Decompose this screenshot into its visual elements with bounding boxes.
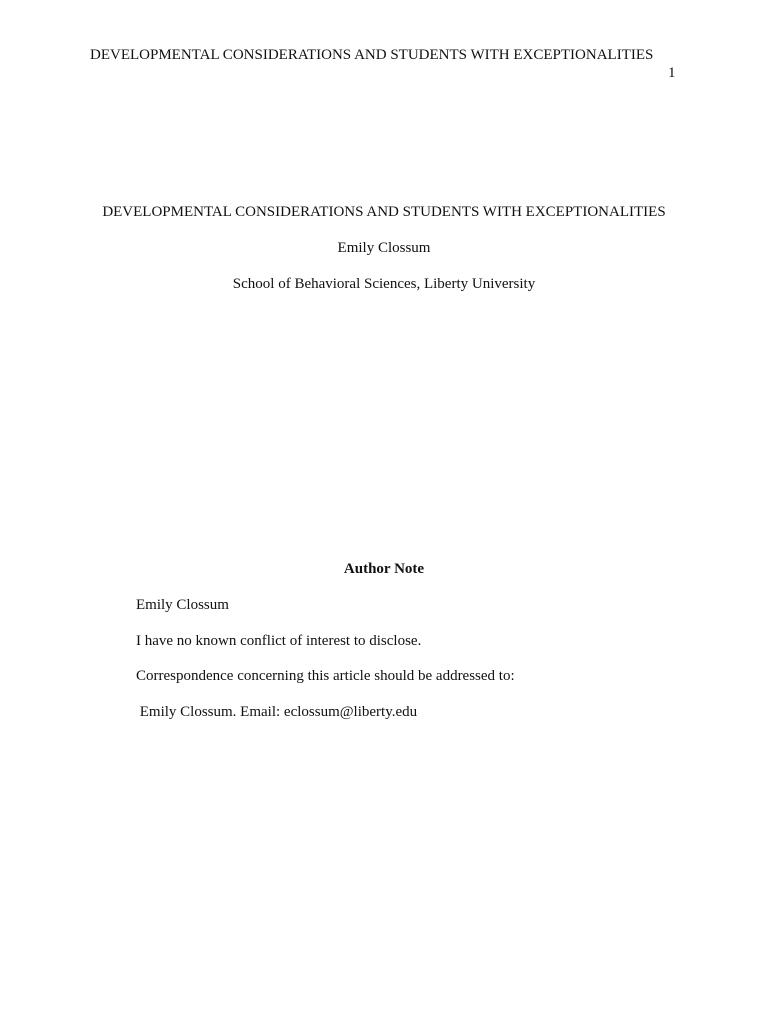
page-number: 1 (668, 65, 676, 81)
author-affiliation: School of Behavioral Sciences, Liberty University (232, 276, 536, 292)
author-note-email: Emily Clossum. Email: eclossum@liberty.edu (136, 704, 418, 720)
author-note-correspondence: Correspondence concerning this article should be addressed to: (136, 668, 515, 684)
author-note-name: Emily Clossum (136, 597, 229, 613)
paper-title: DEVELOPMENTAL CONSIDERATIONS AND STUDENTS WITH EXCEPTIONALITIES (102, 204, 666, 220)
author-note-heading: Author Note (343, 561, 425, 577)
author-note-conflict: I have no known conflict of interest to disclose. (136, 633, 422, 649)
author-name: Emily Clossum (337, 240, 431, 256)
running-head: DEVELOPMENTAL CONSIDERATIONS AND STUDENTS WITH EXCEPTIONALITIES (90, 47, 654, 63)
